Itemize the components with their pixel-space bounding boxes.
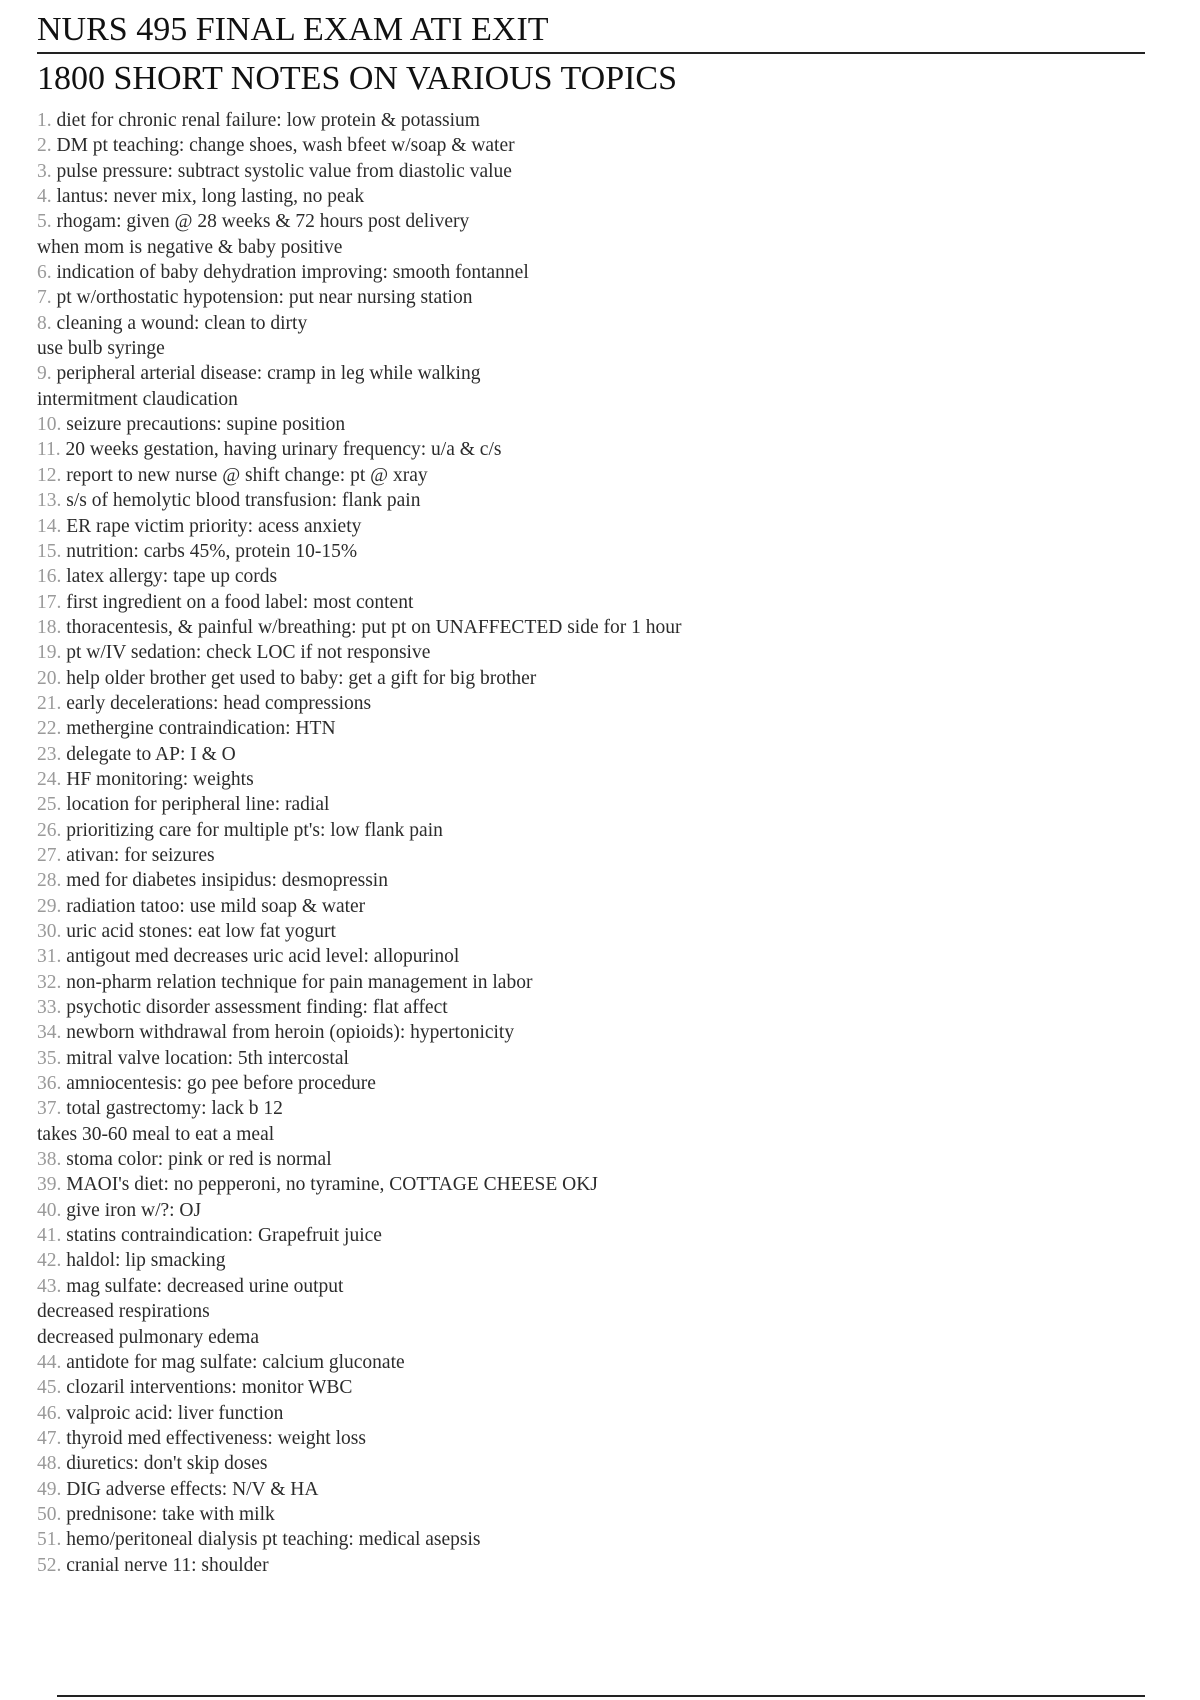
- note-item: [37, 767, 1137, 792]
- note-text: pulse pressure: subtract systolic value from diastolic value: [56, 160, 512, 182]
- note-text: antigout med decreases uric acid level: allopurinol: [66, 946, 460, 968]
- note-number: 22.: [37, 718, 62, 740]
- note-number: 8.: [37, 312, 52, 334]
- note-item: [37, 412, 1137, 437]
- note-text: latex allergy: tape up cords: [66, 566, 278, 588]
- note-item: [37, 539, 1137, 564]
- note-number: 47.: [37, 1427, 62, 1449]
- note-number: 40.: [37, 1199, 62, 1221]
- note-item: [37, 666, 1137, 691]
- note-text: haldol: lip smacking: [66, 1250, 226, 1272]
- note-text: DM pt teaching: change shoes, wash bfeet w/soap & water: [56, 135, 515, 157]
- note-number: 45.: [37, 1377, 62, 1399]
- note-continuation: [37, 235, 1137, 260]
- note-number: 36.: [37, 1073, 62, 1095]
- note-text: MAOI's diet: no pepperoni, no tyramine, COTTAGE CHEESE OKJ: [66, 1174, 598, 1196]
- note-item: [37, 868, 1137, 893]
- note-number: 11.: [37, 439, 61, 461]
- note-number: 33.: [37, 997, 62, 1019]
- note-text: takes 30-60 meal to eat a meal: [37, 1123, 275, 1145]
- note-number: 25.: [37, 794, 62, 816]
- note-number: 9.: [37, 363, 52, 385]
- note-text: valproic acid: liver function: [66, 1402, 284, 1424]
- note-number: 43.: [37, 1275, 62, 1297]
- note-text: diet for chronic renal failure: low protein & potassium: [56, 110, 480, 131]
- note-number: 35.: [37, 1047, 62, 1069]
- note-text: HF monitoring: weights: [66, 768, 254, 790]
- note-text: hemo/peritoneal dialysis pt teaching: medical asepsis: [66, 1529, 481, 1551]
- note-number: 44.: [37, 1351, 62, 1373]
- note-continuation: [37, 387, 1137, 412]
- note-number: 27.: [37, 844, 62, 866]
- note-item: [37, 311, 1137, 336]
- note-item: [37, 184, 1137, 209]
- note-text: clozaril interventions: monitor WBC: [66, 1377, 353, 1399]
- note-text: ativan: for seizures: [66, 844, 215, 866]
- note-text: psychotic disorder assessment finding: flat affect: [66, 997, 448, 1019]
- note-item: [37, 818, 1137, 843]
- note-item: [37, 1223, 1137, 1248]
- note-number: 18.: [37, 616, 62, 638]
- note-number: 29.: [37, 895, 62, 917]
- note-number: 7.: [37, 287, 52, 309]
- note-item: [37, 615, 1137, 640]
- note-text: 20 weeks gestation, having urinary frequency: u/a & c/s: [65, 439, 502, 461]
- note-number: 52.: [37, 1554, 62, 1576]
- note-text: use bulb syringe: [37, 338, 165, 360]
- note-text: ER rape victim priority: acess anxiety: [66, 515, 362, 537]
- note-text: delegate to AP: I & O: [66, 743, 236, 765]
- note-text: thoracentesis, & painful w/breathing: put pt on UNAFFECTED side for 1 hour: [66, 616, 682, 638]
- note-item: [37, 894, 1137, 919]
- note-item: [37, 1401, 1137, 1426]
- note-text: decreased pulmonary edema: [37, 1326, 259, 1348]
- note-item: [37, 514, 1137, 539]
- note-text: when mom is negative & baby positive: [37, 236, 343, 258]
- note-text: help older brother get used to baby: get a gift for big brother: [66, 667, 537, 689]
- note-number: 32.: [37, 971, 62, 993]
- note-text: peripheral arterial disease: cramp in leg while walking: [56, 363, 481, 385]
- note-text: newborn withdrawal from heroin (opioids): hypertonicity: [66, 1022, 515, 1044]
- note-text: mitral valve location: 5th intercostal: [66, 1047, 349, 1069]
- note-text: pt w/IV sedation: check LOC if not responsive: [66, 642, 431, 664]
- note-item: [37, 1096, 1137, 1121]
- note-number: 3.: [37, 160, 52, 182]
- note-number: 28.: [37, 870, 62, 892]
- note-text: non-pharm relation technique for pain management in labor: [66, 971, 533, 993]
- note-item: [37, 1274, 1137, 1299]
- note-text: nutrition: carbs 45%, protein 10-15%: [66, 540, 358, 562]
- note-text: intermitment claudication: [37, 388, 238, 410]
- note-item: [37, 843, 1137, 868]
- note-item: [37, 1172, 1137, 1197]
- note-number: 4.: [37, 186, 52, 208]
- note-item: [37, 1426, 1137, 1451]
- note-text: early decelerations: head compressions: [66, 692, 372, 714]
- note-number: 12.: [37, 464, 62, 486]
- note-number: 17.: [37, 591, 62, 613]
- note-item: [37, 691, 1137, 716]
- note-item: [37, 1451, 1137, 1476]
- note-text: prednisone: take with milk: [66, 1503, 275, 1525]
- note-number: 2.: [37, 135, 52, 157]
- note-number: 15.: [37, 540, 62, 562]
- note-number: 51.: [37, 1529, 62, 1551]
- note-item: [37, 285, 1137, 310]
- note-text: radiation tatoo: use mild soap & water: [66, 895, 366, 917]
- note-item: [37, 1046, 1137, 1071]
- note-continuation: [37, 1122, 1137, 1147]
- note-number: 10.: [37, 414, 62, 436]
- note-item: [37, 108, 1137, 133]
- note-item: [37, 1020, 1137, 1045]
- note-text: location for peripheral line: radial: [66, 794, 330, 816]
- note-item: [37, 1375, 1137, 1400]
- note-text: give iron w/?: OJ: [66, 1199, 202, 1221]
- note-text: indication of baby dehydration improving: smooth fontannel: [56, 262, 529, 284]
- note-text: pt w/orthostatic hypotension: put near nursing station: [56, 287, 473, 309]
- note-text: antidote for mag sulfate: calcium gluconate: [66, 1351, 405, 1373]
- note-number: 5.: [37, 211, 52, 233]
- note-text: report to new nurse @ shift change: pt @ xray: [66, 464, 428, 486]
- note-number: 24.: [37, 768, 62, 790]
- note-item: [37, 590, 1137, 615]
- notes-list: [37, 108, 1137, 1578]
- note-item: [37, 260, 1137, 285]
- note-number: 37.: [37, 1098, 62, 1120]
- note-text: cleaning a wound: clean to dirty: [56, 312, 308, 334]
- note-item: [37, 1147, 1137, 1172]
- note-text: thyroid med effectiveness: weight loss: [66, 1427, 366, 1449]
- note-text: cranial nerve 11: shoulder: [66, 1554, 269, 1576]
- note-number: 31.: [37, 946, 62, 968]
- note-number: 46.: [37, 1402, 62, 1424]
- note-text: med for diabetes insipidus: desmopressin: [66, 870, 388, 892]
- note-item: [37, 159, 1137, 184]
- note-number: 19.: [37, 642, 62, 664]
- note-item: [37, 1553, 1137, 1578]
- note-item: [37, 944, 1137, 969]
- note-item: [37, 1477, 1137, 1502]
- note-number: 14.: [37, 515, 62, 537]
- note-text: seizure precautions: supine position: [66, 414, 346, 436]
- note-number: 38.: [37, 1149, 62, 1171]
- note-continuation: [37, 1299, 1137, 1324]
- note-text: diuretics: don't skip doses: [66, 1453, 268, 1475]
- note-item: [37, 716, 1137, 741]
- note-item: [37, 209, 1137, 234]
- note-item: [37, 488, 1137, 513]
- note-number: 41.: [37, 1225, 62, 1247]
- note-number: 23.: [37, 743, 62, 765]
- note-number: 50.: [37, 1503, 62, 1525]
- note-text: decreased respirations: [37, 1301, 210, 1323]
- note-item: [37, 437, 1137, 462]
- note-text: first ingredient on a food label: most content: [66, 591, 414, 613]
- note-number: 20.: [37, 667, 62, 689]
- note-item: [37, 361, 1137, 386]
- footer-divider: [57, 1695, 1145, 1697]
- page-title: NURS 495 FINAL EXAM ATI EXIT: [37, 11, 549, 48]
- note-item: [37, 1350, 1137, 1375]
- note-item: [37, 1071, 1137, 1096]
- note-item: [37, 919, 1137, 944]
- page-subtitle: 1800 SHORT NOTES ON VARIOUS TOPICS: [37, 60, 678, 97]
- note-text: amniocentesis: go pee before procedure: [66, 1073, 376, 1095]
- note-text: prioritizing care for multiple pt's: low flank pain: [66, 819, 443, 841]
- note-continuation: [37, 336, 1137, 361]
- note-text: uric acid stones: eat low fat yogurt: [66, 921, 336, 942]
- note-item: [37, 640, 1137, 665]
- note-text: rhogam: given @ 28 weeks & 72 hours post delivery: [56, 211, 470, 233]
- note-number: 49.: [37, 1478, 62, 1500]
- note-continuation: [37, 1325, 1137, 1350]
- note-item: [37, 995, 1137, 1020]
- note-item: [37, 1502, 1137, 1527]
- title-block: [37, 8, 1145, 104]
- note-number: 1.: [37, 110, 52, 131]
- note-item: [37, 564, 1137, 589]
- note-text: mag sulfate: decreased urine output: [66, 1275, 344, 1297]
- note-number: 30.: [37, 921, 62, 942]
- note-number: 39.: [37, 1174, 62, 1196]
- note-item: [37, 970, 1137, 995]
- note-number: 48.: [37, 1453, 62, 1475]
- note-number: 6.: [37, 262, 52, 284]
- note-text: DIG adverse effects: N/V & HA: [66, 1478, 319, 1500]
- note-number: 13.: [37, 490, 62, 512]
- note-text: s/s of hemolytic blood transfusion: flank pain: [66, 490, 421, 512]
- note-item: [37, 792, 1137, 817]
- note-number: 34.: [37, 1022, 62, 1044]
- note-text: lantus: never mix, long lasting, no peak: [56, 186, 365, 208]
- note-text: stoma color: pink or red is normal: [66, 1149, 332, 1171]
- note-text: statins contraindication: Grapefruit juice: [66, 1225, 382, 1247]
- note-item: [37, 1198, 1137, 1223]
- note-text: methergine contraindication: HTN: [66, 718, 336, 740]
- note-number: 26.: [37, 819, 62, 841]
- note-item: [37, 1248, 1137, 1273]
- note-number: 21.: [37, 692, 62, 714]
- note-item: [37, 133, 1137, 158]
- note-item: [37, 742, 1137, 767]
- note-number: 42.: [37, 1250, 62, 1272]
- note-number: 16.: [37, 566, 62, 588]
- note-item: [37, 463, 1137, 488]
- note-text: total gastrectomy: lack b 12: [66, 1098, 283, 1120]
- note-item: [37, 1527, 1137, 1552]
